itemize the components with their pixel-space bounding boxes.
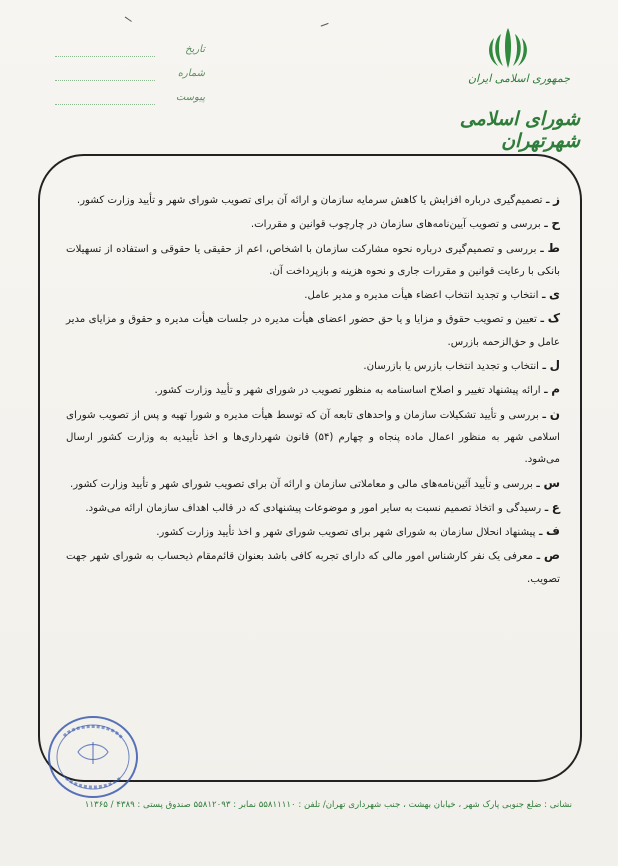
clause-item: ک ـ تعیین و تصویب حقوق و مزایا و یا حق حضور اعضای هیأت مدیره در جلسات هیأت مدیره و حقوق و مزایای مدیر عامل و حق‌الزحمه بازرس.: [66, 311, 561, 348]
clause-letter: ز: [553, 192, 560, 206]
clause-letter: ی: [549, 287, 560, 302]
clause-letter: ط: [547, 240, 560, 255]
clause-letter: ع: [551, 499, 560, 514]
clause-letter: ح: [551, 216, 560, 231]
clause-text: ارائه پیشنهاد تغییر و اصلاح اساسنامه به منظور تصویب در شورای شهر و تأیید وزارت کشور.: [154, 385, 541, 397]
meta-attachment-label: پیوست: [175, 92, 205, 103]
clause-item: م ـ ارائه پیشنهاد تغییر و اصلاح اساسنامه به منظور تصویب در شورای شهر و تأیید وزارت کشور.: [154, 382, 560, 397]
clause-item: ل ـ انتخاب و تجدید انتخاب بازرس یا بازرسان.: [363, 358, 560, 373]
meta-date-label: تاریخ: [185, 44, 205, 55]
clause-letter: م: [551, 382, 560, 397]
clause-item: ع ـ رسیدگی و اتخاذ تصمیم نسبت به سایر امور و موضوعات پیشنهادی که در قالب اهداف سازمان ارائه می‌شود.: [85, 499, 560, 514]
scan-mark: [120, 17, 132, 29]
council-stamp-icon: [44, 712, 142, 802]
clause-letter: ن: [549, 406, 560, 421]
clause-item: ز ـ تصمیم‌گیری درباره افزایش یا کاهش سرمایه سازمان و ارائه آن برای تصویب شورای شهر و تأیید وزارت کشور.: [76, 192, 560, 206]
clause-letter: ک: [547, 311, 561, 326]
clause-text: بررسی و تأیید آئین‌نامه‌های مالی و معاملاتی سازمان و ارائه آن برای تصویب شورای شهر و تأیید وزارت کشور.: [70, 478, 533, 490]
clause-text: معرفی یک نفر کارشناس امور مالی که دارای تجربه کافی باشد بعنوان قائم‌مقام ذیحساب به شورای شهر جهت تصویب.: [66, 551, 560, 585]
meta-number-row: [55, 68, 205, 86]
clause-text: پیشنهاد انحلال سازمان به شورای شهر برای تصویب شورای شهر و اخذ تأیید وزارت کشور.: [156, 527, 536, 539]
clause-item: ن ـ بررسی و تأیید تشکیلات سازمان و واحدهای تابعه آن که توسط هیأت مدیره و شورا تهیه و پس از تصویب شورای اسلامی شهر به منظور اعمال ماده پنجاه و چهارم (۵۴) قانون شهرداری‌ها و اخذ تأییدیه به وزارت کشور ارسال می‌شود.: [66, 406, 560, 466]
clause-item: ح ـ بررسی و تصویب آیین‌نامه‌های سازمان در چارچوب قوانین و مقررات.: [250, 216, 560, 231]
clause-item: ی ـ انتخاب و تجدید انتخاب اعضاء هیأت مدیره و مدیر عامل.: [304, 287, 560, 302]
clause-text: بررسی و تأیید تشکیلات سازمان و واحدهای تابعه آن که توسط هیأت مدیره و شورا تهیه و پس از تصویب شورای اسلامی شهر به منظور اعمال ماده پنجاه و چهارم (۵۴) قانون شهرداری‌ها و اخذ تأییدیه به وزارت کشور ارسال می‌شود.: [66, 409, 560, 466]
clause-letter: ل: [549, 358, 560, 373]
clause-text: تعیین و تصویب حقوق و مزایا و یا حق حضور اعضای هیأت مدیره در جلسات هیأت مدیره و حقوق و مزایای مدیر عامل و حق‌الزحمه بازرس.: [66, 314, 560, 348]
meta-attachment-row: [55, 92, 205, 110]
clause-text: انتخاب و تجدید انتخاب اعضاء هیأت مدیره و مدیر عامل.: [304, 290, 539, 302]
iran-emblem-icon: [484, 26, 532, 70]
meta-number-label: شماره: [177, 68, 205, 79]
clause-text: بررسی و تصویب آیین‌نامه‌های سازمان در چارچوب قوانین و مقررات.: [250, 219, 541, 231]
clause-list: [66, 188, 560, 591]
clause-letter: ف: [546, 524, 560, 539]
scan-mark: [321, 23, 332, 34]
clause-text: رسیدگی و اتخاذ تصمیم نسبت به سایر امور و موضوعات پیشنهادی که در قالب اهداف سازمان ارائه می‌شود.: [85, 502, 542, 514]
government-title: جمهوری اسلامی ایران: [467, 72, 570, 85]
meta-date-row: [55, 44, 205, 62]
clause-item: ط ـ بررسی و تصمیم‌گیری درباره نحوه مشارکت سازمان با اشخاص، اعم از حقیقی یا حقوقی و استفاده از تسهیلات بانکی با رعایت قوانین و مقررات جاری و نحوه هزینه و بازپرداخت آن.: [66, 240, 560, 277]
meta-date-line: [55, 56, 155, 57]
clause-text: بررسی و تصمیم‌گیری درباره نحوه مشارکت سازمان با اشخاص، اعم از حقیقی یا حقوقی و استفاده از تسهیلات بانکی با رعایت قوانین و مقررات جاری و نحوه هزینه و بازپرداخت آن.: [66, 243, 560, 277]
clause-text: انتخاب و تجدید انتخاب بازرس یا بازرسان.: [363, 361, 539, 373]
clause-letter: س: [543, 475, 560, 490]
meta-number-line: [55, 80, 155, 81]
clause-item: ص ـ معرفی یک نفر کارشناس امور مالی که دارای تجربه کافی باشد بعنوان قائم‌مقام ذیحساب به شورای شهر جهت تصویب.: [66, 548, 560, 585]
meta-attachment-line: [55, 104, 155, 105]
clause-item: ف ـ پیشنهاد انحلال سازمان به شورای شهر برای تصویب شورای شهر و اخذ تأیید وزارت کشور.: [156, 524, 560, 539]
council-title: شورای اسلامی شهرتهران: [459, 108, 580, 152]
clause-text: تصمیم‌گیری درباره افزایش یا کاهش سرمایه سازمان و ارائه آن برای تصویب شورای شهر و تأیید وزارت کشور.: [76, 195, 543, 206]
clause-letter: ص: [543, 548, 560, 563]
footer-address: نشانی : ضلع جنوبی پارک شهر ، خیابان بهشت ، جنب شهرداری تهران/ تلفن : ۵۵۸۱۱۱۱۰ نمابر : ۵۵۸۱۲۰۹۳ صندوق پستی : ۴۳۸۹ / ۱۱۳۶۵: [84, 800, 572, 810]
clause-item: س ـ بررسی و تأیید آئین‌نامه‌های مالی و معاملاتی سازمان و ارائه آن برای تصویب شورای شهر و تأیید وزارت کشور.: [70, 475, 560, 490]
